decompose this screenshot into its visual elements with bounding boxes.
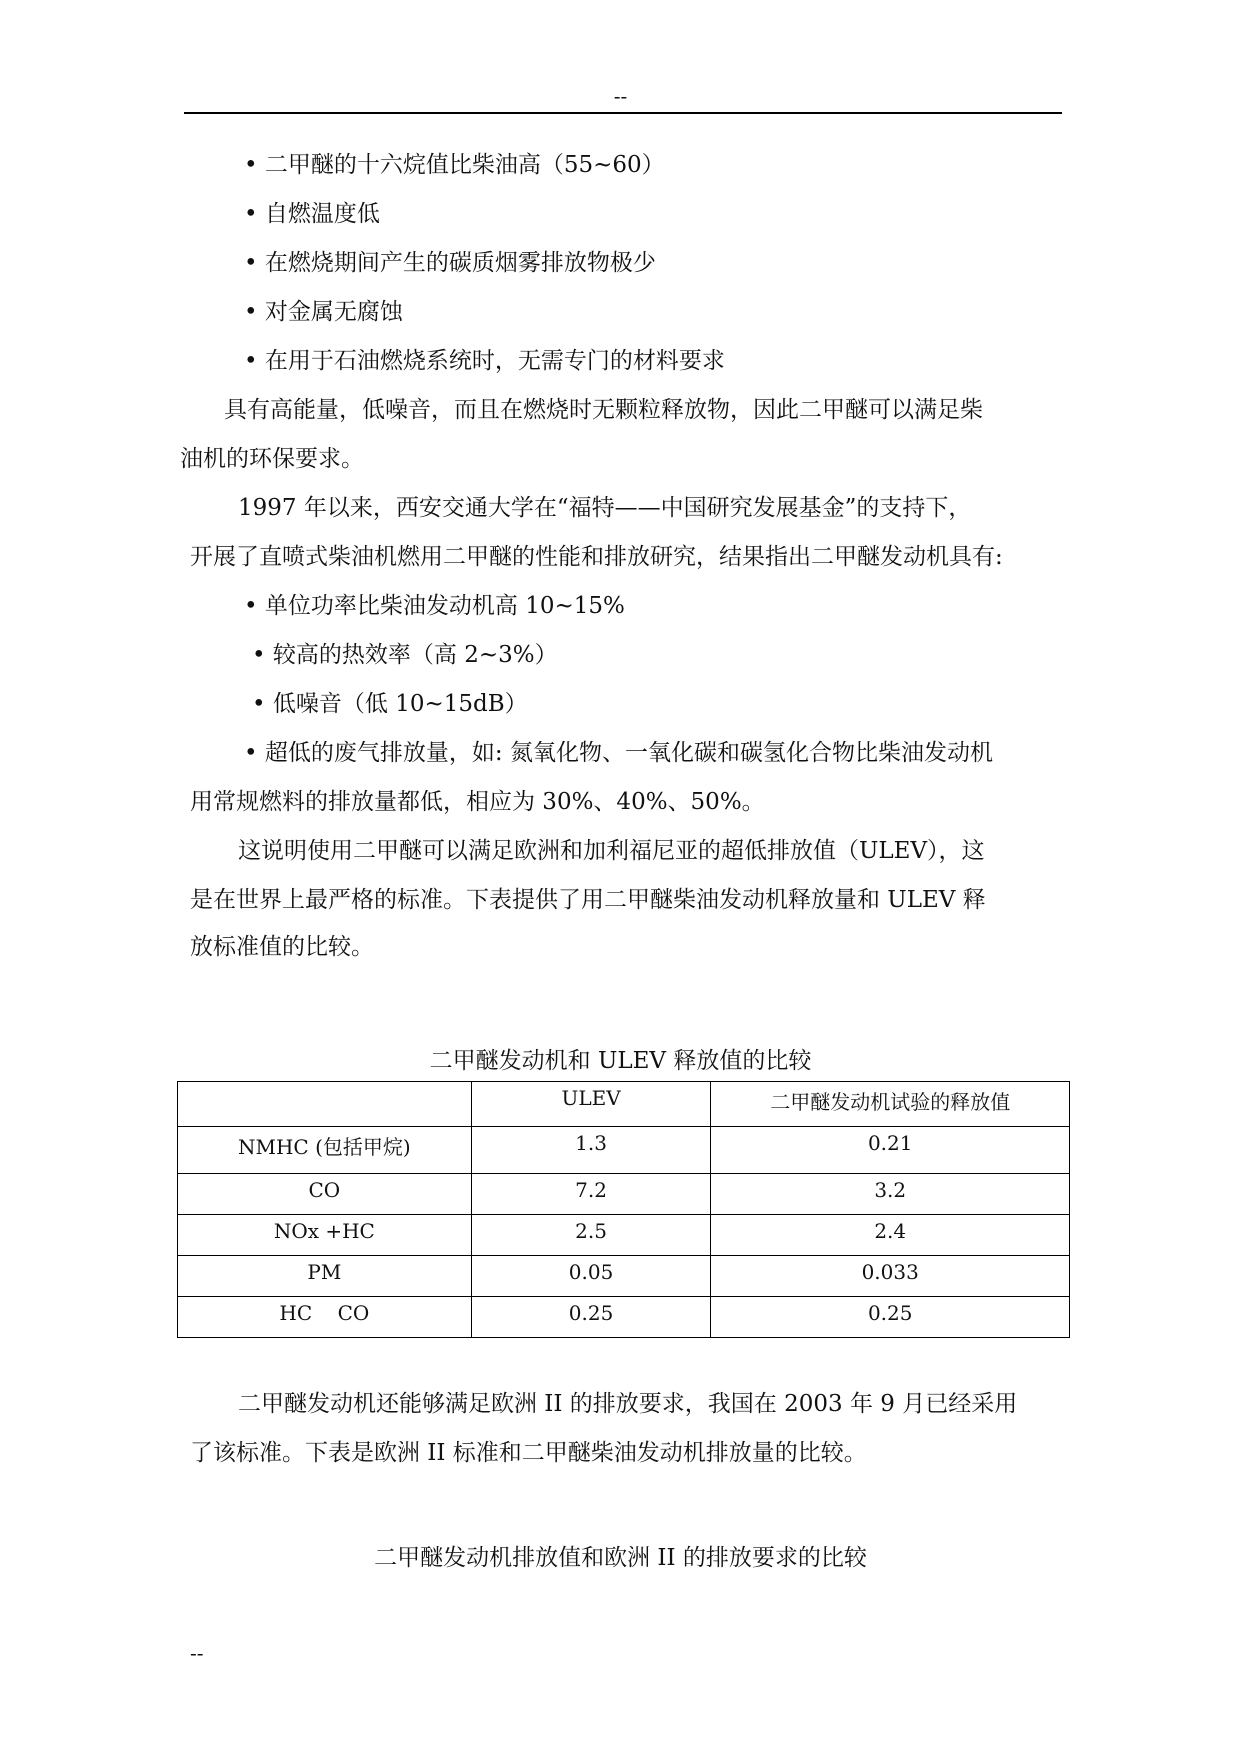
table-cell: 1.3 [471,1127,711,1174]
bullet-efficiency: • 较高的热效率（高 2~3%） [252,642,558,668]
paragraph-euro2-line1: 二甲醚发动机还能够满足欧洲 II 的排放要求，我国在 2003 年 9 月已经采用 [238,1391,1018,1417]
table-cell: 0.033 [711,1256,1070,1297]
table2-caption: 二甲醚发动机排放值和欧洲 II 的排放要求的比较 [374,1545,867,1571]
table-cell: NOx +HC [178,1215,472,1256]
table-cell: 0.25 [711,1297,1070,1338]
table-cell: 7.2 [471,1174,711,1215]
header-rule [184,112,1062,114]
table-cell: CO [178,1174,472,1215]
page-footer-mark: -- [190,1641,204,1665]
table-row [178,1256,1070,1297]
paragraph-research-line2: 开展了直喷式柴油机燃用二甲醚的性能和排放研究，结果指出二甲醚发动机具有: [190,544,1003,570]
paragraph-energy-line1: 具有高能量，低噪音，而且在燃烧时无颗粒释放物，因此二甲醚可以满足柴 [224,397,983,423]
table-row [178,1127,1070,1174]
paragraph-euro2-line2: 了该标准。下表是欧洲 II 标准和二甲醚柴油发动机排放量的比较。 [190,1440,867,1466]
bullet-corrosion: • 对金属无腐蚀 [244,299,403,325]
table-cell: 3.2 [711,1174,1070,1215]
table-cell: 2.5 [471,1215,711,1256]
bullet-autoignition: • 自燃温度低 [244,201,380,227]
table1-caption: 二甲醚发动机和 ULEV 释放值的比较 [429,1048,812,1074]
table-cell: 2.4 [711,1215,1070,1256]
bullet-smoke: • 在燃烧期间产生的碳质烟雾排放物极少 [244,250,656,276]
table-header-cell [178,1082,472,1127]
page-header-mark: -- [613,84,628,108]
bullet-emission-line2: 用常规燃料的排放量都低，相应为 30%、40%、50%。 [190,789,765,815]
table-header-cell: ULEV [471,1082,711,1127]
bullet-power: • 单位功率比柴油发动机高 10~15% [244,593,625,619]
paragraph-research-line1: 1997 年以来，西安交通大学在“福特——中国研究发展基金”的支持下， [238,495,972,521]
bullet-noise: • 低噪音（低 10~15dB） [252,691,528,717]
table-header-cell: 二甲醚发动机试验的释放值 [711,1082,1070,1127]
comparison-table-ulev [177,1081,1070,1338]
table-header-row [178,1082,1070,1127]
table-cell: 0.25 [471,1297,711,1338]
table-cell: NMHC (包括甲烷) [178,1127,472,1174]
table-row [178,1297,1070,1338]
paragraph-ulev-line3: 放标准值的比较。 [190,934,374,960]
bullet-cetane: • 二甲醚的十六烷值比柴油高（55~60） [244,152,665,178]
table-cell: HC CO [178,1297,472,1338]
bullet-emission-line1: • 超低的废气排放量，如: 氮氧化物、一氧化碳和碳氢化合物比柴油发动机 [244,740,993,766]
paragraph-energy-line2: 油机的环保要求。 [180,446,364,472]
paragraph-ulev-line2: 是在世界上最严格的标准。下表提供了用二甲醚柴油发动机释放量和 ULEV 释 [190,887,986,913]
table-row [178,1174,1070,1215]
bullet-materials: • 在用于石油燃烧系统时，无需专门的材料要求 [244,348,725,374]
table-cell: 0.05 [471,1256,711,1297]
table-row [178,1215,1070,1256]
paragraph-ulev-line1: 这说明使用二甲醚可以满足欧洲和加利福尼亚的超低排放值（ULEV），这 [238,838,985,864]
table-cell: PM [178,1256,472,1297]
table-cell: 0.21 [711,1127,1070,1174]
